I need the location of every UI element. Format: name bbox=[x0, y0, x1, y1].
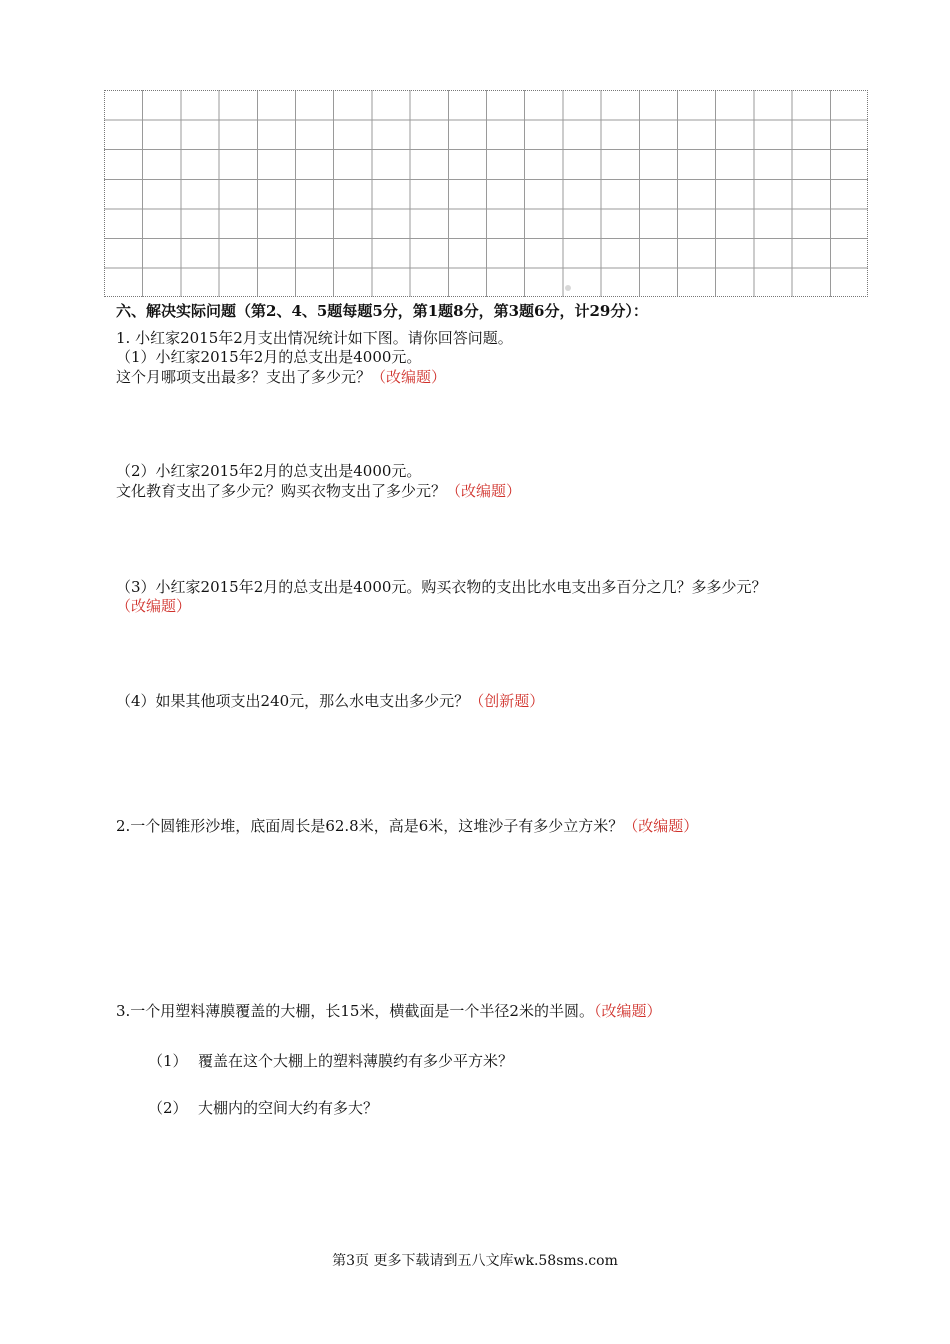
q2-tag: （改编题） bbox=[623, 817, 699, 835]
q3-sub2-text: 大棚内的空间大约有多大？ bbox=[198, 1099, 379, 1117]
q2-line bbox=[116, 817, 698, 835]
q1-part1-line2 bbox=[116, 368, 446, 386]
writing-grid bbox=[104, 90, 868, 297]
q1-part2-line1: （2）小红家2015年2月的总支出是4000元。 bbox=[116, 462, 422, 480]
q3-sub2-number: （2） bbox=[148, 1099, 188, 1117]
q1-part2-line2 bbox=[116, 482, 521, 500]
q1-part2-tag: （改编题） bbox=[446, 482, 522, 500]
q1-part1-line1: （1）小红家2015年2月的总支出是4000元。 bbox=[116, 348, 422, 366]
q1-part2-question: 文化教育支出了多少元？购买衣物支出了多少元？ bbox=[116, 482, 447, 500]
q1-part4-question: （4）如果其他项支出240元，那么水电支出多少元？ bbox=[116, 692, 470, 710]
q3-line bbox=[116, 1002, 661, 1020]
q1-part4-tag: （创新题） bbox=[469, 692, 545, 710]
q1-part3-line1: （3）小红家2015年2月的总支出是4000元。购买衣物的支出比水电支出多百分之几？多多少元？ bbox=[116, 578, 767, 596]
q3-tag: （改编题） bbox=[593, 1002, 662, 1020]
q1-part3-tag: （改编题） bbox=[116, 597, 192, 615]
section-title: 六、解决实际问题（第2、4、5题每题5分，第1题8分，第3题6分，计29分）： bbox=[116, 302, 648, 320]
q3-question: 3.一个用塑料薄膜覆盖的大棚，长15米，横截面是一个半径2米的半圆。 bbox=[116, 1002, 594, 1020]
q3-sub1-number: （1） bbox=[148, 1052, 188, 1070]
q1-part4-line bbox=[116, 692, 544, 710]
q2-question: 2.一个圆锥形沙堆，底面周长是62.8米，高是6米，这堆沙子有多少立方米？ bbox=[116, 817, 624, 835]
q1-part1-question: 这个月哪项支出最多？支出了多少元？ bbox=[116, 368, 372, 386]
q3-sub1-text: 覆盖在这个大棚上的塑料薄膜约有多少平方米？ bbox=[198, 1052, 514, 1070]
q1-part1-tag: （改编题） bbox=[371, 368, 447, 386]
page-footer: 第3页 更多下载请到五八文库wk.58sms.com bbox=[332, 1253, 618, 1269]
scan-mark bbox=[565, 285, 571, 291]
q1-intro: 1. 小红家2015年2月支出情况统计如下图。请你回答问题。 bbox=[116, 329, 513, 347]
